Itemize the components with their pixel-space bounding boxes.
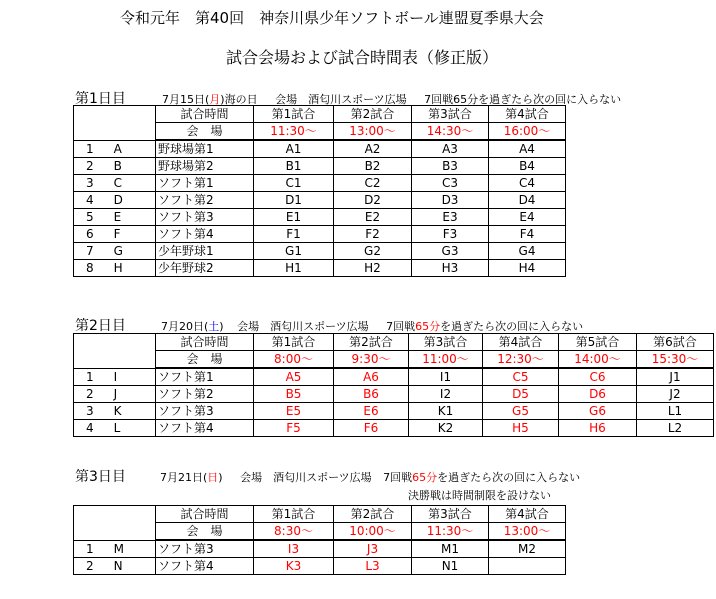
- court-number: 1: [86, 369, 94, 384]
- day1-date-dow: 月: [209, 93, 221, 106]
- court-number: 3: [86, 176, 94, 190]
- game-header: 第2試合: [334, 506, 412, 523]
- match-code: A3: [412, 140, 489, 158]
- court-letter: C: [113, 176, 123, 190]
- game-header: 第3試合: [412, 106, 489, 123]
- match-code: E2: [334, 209, 412, 226]
- match-code: D6: [559, 386, 637, 403]
- start-time: 9:30～: [334, 351, 409, 369]
- match-code: J3: [334, 540, 412, 558]
- match-code: B2: [334, 158, 412, 175]
- court-letter: J: [113, 387, 118, 401]
- match-code: F2: [334, 226, 412, 243]
- match-code: L2: [637, 420, 714, 437]
- match-code: A1: [254, 140, 334, 158]
- blank-cell: [74, 106, 156, 141]
- match-code: H5: [483, 420, 559, 437]
- table-row: [74, 243, 566, 260]
- court-number: 3: [86, 404, 94, 418]
- table-row: [74, 368, 714, 386]
- table-row: [74, 540, 566, 558]
- match-code: B3: [412, 158, 489, 175]
- game-header: 第6試合: [637, 334, 714, 351]
- court-letter: G: [113, 244, 123, 258]
- game-header: 第4試合: [483, 334, 559, 351]
- match-code: A2: [334, 140, 412, 158]
- match-code: F3: [412, 226, 489, 243]
- court-letter: L: [113, 421, 121, 435]
- court-number: 4: [86, 421, 94, 435]
- table-row: [74, 209, 566, 226]
- court-number: 7: [86, 244, 94, 258]
- start-time: 11:00～: [409, 351, 483, 369]
- court-index: [74, 403, 156, 420]
- match-code: K1: [409, 403, 483, 420]
- match-code: H4: [489, 260, 566, 277]
- venue-name: ソフト第4: [156, 558, 254, 575]
- start-time: 13:00～: [334, 123, 412, 141]
- header-row: [74, 506, 566, 523]
- table-row: [74, 158, 566, 175]
- table-row: [74, 386, 714, 403]
- header-time-label: 試合時間: [156, 506, 254, 523]
- match-code: F1: [254, 226, 334, 243]
- table-row: [74, 558, 566, 575]
- court-number: 2: [86, 159, 94, 173]
- match-code: E1: [254, 209, 334, 226]
- start-time: 11:30～: [412, 523, 489, 541]
- venue-name: ソフト第4: [156, 226, 254, 243]
- game-header: 第4試合: [489, 506, 566, 523]
- venue-name: 少年野球1: [156, 243, 254, 260]
- header-time-label: 試合時間: [156, 106, 254, 123]
- start-time: 16:00～: [489, 123, 566, 141]
- match-code: C1: [254, 175, 334, 192]
- day2-venue: 会場 酒匂川スポーツ広場: [237, 320, 369, 333]
- match-code: N1: [412, 558, 489, 575]
- court-number: 1: [86, 141, 94, 156]
- match-code: B1: [254, 158, 334, 175]
- court-index: [74, 192, 156, 209]
- day3-rule-pre: 7回戦: [383, 471, 413, 484]
- court-index: [74, 226, 156, 243]
- venue-name: ソフト第2: [156, 386, 254, 403]
- table-row: [74, 175, 566, 192]
- header-venue-label: 会 場: [156, 123, 254, 141]
- venue-name: ソフト第3: [156, 540, 254, 558]
- match-code: G3: [412, 243, 489, 260]
- start-time: 8:00～: [254, 351, 334, 369]
- day3-date-pre: 7月21日(: [160, 471, 208, 484]
- day2-date-pre: 7月20日(: [161, 320, 209, 333]
- day3-date-post: ): [218, 471, 223, 484]
- day2-rule-limit: 65分: [415, 320, 441, 333]
- match-code: G6: [559, 403, 637, 420]
- day2-description: [161, 318, 583, 334]
- start-time: 14:30～: [412, 123, 489, 141]
- match-code: H6: [559, 420, 637, 437]
- header-row: [74, 106, 566, 123]
- court-index: [74, 368, 156, 386]
- match-code: H1: [254, 260, 334, 277]
- match-code: B5: [254, 386, 334, 403]
- game-header: 第2試合: [334, 106, 412, 123]
- day3-label: 第3日目: [75, 469, 126, 485]
- court-letter: M: [113, 541, 124, 556]
- court-index: [74, 158, 156, 175]
- court-number: 1: [86, 541, 94, 556]
- start-time: 8:30～: [254, 523, 334, 541]
- game-header: 第1試合: [254, 106, 334, 123]
- match-code: C3: [412, 175, 489, 192]
- day2-date-post: ): [219, 320, 224, 333]
- venue-name: 野球場第1: [156, 140, 254, 158]
- day2-rule-post: を過ぎたら次の回に入らない: [440, 320, 584, 333]
- match-code: G2: [334, 243, 412, 260]
- match-code: F6: [334, 420, 409, 437]
- match-code: H2: [334, 260, 412, 277]
- court-letter: K: [113, 404, 122, 418]
- match-code: I1: [409, 368, 483, 386]
- match-code: D4: [489, 192, 566, 209]
- start-time: 12:30～: [483, 351, 559, 369]
- day1-date-pre: 7月15日(: [162, 93, 210, 106]
- header-venue-label: 会 場: [156, 351, 254, 369]
- day1-date-post: )海の日: [220, 93, 258, 106]
- day2-label: 第2日目: [75, 318, 126, 334]
- match-code: L3: [334, 558, 412, 575]
- match-code: E5: [254, 403, 334, 420]
- match-code: E4: [489, 209, 566, 226]
- court-number: 2: [86, 387, 94, 401]
- court-index: [74, 386, 156, 403]
- table-row: [74, 420, 714, 437]
- court-letter: I: [113, 369, 118, 384]
- day3-date-dow: 日: [207, 471, 219, 484]
- game-header: 第1試合: [254, 506, 334, 523]
- match-code: A4: [489, 140, 566, 158]
- court-letter: N: [113, 559, 123, 573]
- venue-name: ソフト第1: [156, 175, 254, 192]
- match-code: D2: [334, 192, 412, 209]
- court-index: [74, 175, 156, 192]
- start-time: 13:00～: [489, 523, 566, 541]
- match-code: I3: [254, 540, 334, 558]
- match-code: H3: [412, 260, 489, 277]
- page-subtitle: 試合会場および試合時間表（修正版）: [226, 48, 499, 67]
- venue-name: ソフト第4: [156, 420, 254, 437]
- day2-schedule-table: [73, 333, 714, 437]
- table-row: [74, 403, 714, 420]
- day3-venue: 会場 酒匂川スポーツ広場: [240, 471, 372, 484]
- venue-name: 野球場第2: [156, 158, 254, 175]
- match-code: E3: [412, 209, 489, 226]
- match-code: M1: [412, 540, 489, 558]
- day3-rule-post: を過ぎたら次の回に入らない: [437, 471, 581, 484]
- page-title: 令和元年 第40回 神奈川県少年ソフトボール連盟夏季県大会: [120, 9, 544, 27]
- match-code: C2: [334, 175, 412, 192]
- venue-name: ソフト第2: [156, 192, 254, 209]
- court-number: 6: [86, 227, 94, 241]
- match-code: G1: [254, 243, 334, 260]
- match-code: A6: [334, 368, 409, 386]
- game-header: 第4試合: [489, 106, 566, 123]
- start-time: 14:00～: [559, 351, 637, 369]
- match-code: I2: [409, 386, 483, 403]
- time-row: [74, 351, 714, 369]
- court-index: [74, 540, 156, 558]
- game-header: 第2試合: [334, 334, 409, 351]
- match-code: D1: [254, 192, 334, 209]
- venue-name: ソフト第1: [156, 368, 254, 386]
- match-code: C4: [489, 175, 566, 192]
- court-number: 5: [86, 210, 94, 224]
- day1-schedule-table: [73, 105, 566, 277]
- court-letter: F: [113, 227, 121, 241]
- match-code: C6: [559, 368, 637, 386]
- header-row: [74, 334, 714, 351]
- venue-name: 少年野球2: [156, 260, 254, 277]
- court-number: 8: [86, 261, 94, 275]
- venue-name: ソフト第3: [156, 209, 254, 226]
- game-header: 第1試合: [254, 334, 334, 351]
- blank-cell: [74, 506, 156, 541]
- court-letter: H: [113, 261, 123, 275]
- match-code: B6: [334, 386, 409, 403]
- game-header: 第5試合: [559, 334, 637, 351]
- court-index: [74, 420, 156, 437]
- header-venue-label: 会 場: [156, 523, 254, 541]
- day3-description: [160, 469, 580, 485]
- game-header: 第3試合: [409, 334, 483, 351]
- game-header: 第3試合: [412, 506, 489, 523]
- match-code: K2: [409, 420, 483, 437]
- day2-rule-pre: 7回戦: [386, 320, 416, 333]
- court-index: [74, 140, 156, 158]
- match-code: B4: [489, 158, 566, 175]
- match-code: J2: [637, 386, 714, 403]
- start-time: 10:00～: [334, 523, 412, 541]
- match-code: F5: [254, 420, 334, 437]
- match-code: M2: [489, 540, 566, 558]
- court-index: [74, 209, 156, 226]
- court-index: [74, 558, 156, 575]
- header-time-label: 試合時間: [156, 334, 254, 351]
- table-row: [74, 140, 566, 158]
- court-letter: D: [113, 193, 123, 207]
- court-letter: E: [113, 210, 122, 224]
- court-number: 2: [86, 559, 94, 573]
- day1-venue: 会場 酒匂川スポーツ広場: [275, 93, 407, 106]
- match-code: D3: [412, 192, 489, 209]
- match-code: [489, 558, 566, 575]
- match-code: F4: [489, 226, 566, 243]
- match-code: D5: [483, 386, 559, 403]
- blank-cell: [74, 334, 156, 369]
- court-letter: B: [113, 159, 122, 173]
- day3-schedule-table: [73, 505, 566, 575]
- court-number: 4: [86, 193, 94, 207]
- table-row: [74, 260, 566, 277]
- match-code: K3: [254, 558, 334, 575]
- match-code: G5: [483, 403, 559, 420]
- start-time: 15:30～: [637, 351, 714, 369]
- start-time: 11:30～: [254, 123, 334, 141]
- day3-final-note: 決勝戦は時間制限を設けない: [408, 489, 551, 502]
- match-code: J1: [637, 368, 714, 386]
- day2-rule: [386, 320, 583, 333]
- match-code: A5: [254, 368, 334, 386]
- table-row: [74, 192, 566, 209]
- day3-rule: [383, 471, 580, 484]
- match-code: L1: [637, 403, 714, 420]
- court-letter: A: [113, 141, 122, 156]
- table-row: [74, 226, 566, 243]
- day1-rule: 7回戦65分を過ぎたら次の回に入らない: [424, 93, 622, 106]
- match-code: G4: [489, 243, 566, 260]
- day3-rule-limit: 65分: [412, 471, 438, 484]
- court-index: [74, 260, 156, 277]
- court-index: [74, 243, 156, 260]
- match-code: E6: [334, 403, 409, 420]
- day2-date-dow: 土: [208, 320, 220, 333]
- venue-name: ソフト第3: [156, 403, 254, 420]
- match-code: C5: [483, 368, 559, 386]
- day1-label: 第1日目: [75, 91, 126, 107]
